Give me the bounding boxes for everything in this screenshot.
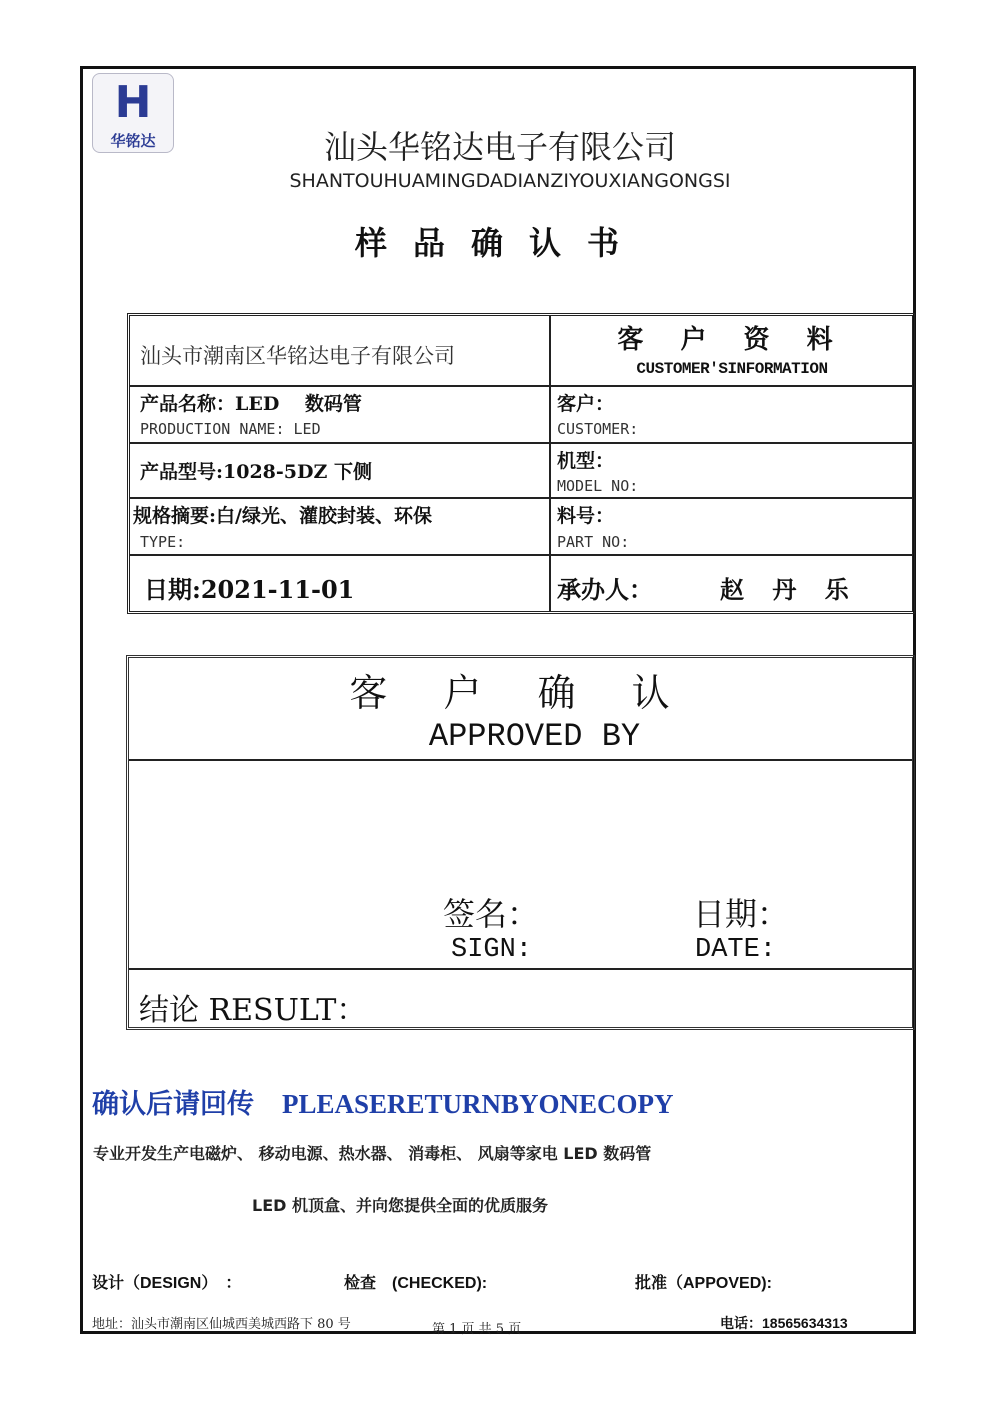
company-logo [92,73,174,153]
company-name-en: SHANTOUHUAMINGDADIANZIYOUXIANGONGSI [289,170,731,192]
product-model-label: 产品型号:1028-5DZ 下侧 [140,461,372,483]
spec-type-en: TYPE: [140,533,186,551]
result-label: 结论 RESULT： [139,993,367,1028]
spec-summary-label: 规格摘要:白/绿光、灌胶封装、环保 [133,505,432,527]
approval-box [126,655,915,1030]
table-divider [130,497,912,499]
machine-en: MODEL NO: [557,477,639,495]
approval-title-cn: 客 户 确 认 [349,671,692,715]
date-sign-label-en: DATE: [695,935,777,965]
sign-label: 签名： [443,895,540,933]
company-name-cn: 汕头华铭达电子有限公司 [323,128,676,166]
supplier-name: 汕头市潮南区华铭达电子有限公司 [140,344,455,368]
return-notice [92,1082,674,1121]
page-number: 第 1 页 共 5 页 [432,1322,522,1337]
table-divider [130,442,912,444]
customer-info-title: 客 户 资 料 [617,325,847,355]
service-line-2: LED 机顶盒、并向您提供全面的优质服务 [252,1196,548,1215]
customer-info-subtitle: CUSTOMER'SINFORMATION [636,360,828,378]
service-line-1: 专业开发生产电磁炉、 移动电源、热水器、 消毒柜、 风扇等家电 LED 数码管 [93,1144,652,1163]
approval-divider [129,968,912,970]
sign-label-en: SIGN: [451,935,533,965]
logo-letter: H [114,77,152,128]
return-notice-cn: 确认后请回传 [92,1089,254,1120]
document-title: 样品确认书 [354,224,645,262]
customer-label: 客户： [557,393,615,415]
address: 地址：汕头市潮南区仙城西美城西路下 80 号 [92,1317,351,1332]
product-name-label: 产品名称：LED 数码管 [140,393,362,415]
product-name-en: PRODUCTION NAME: LED [140,420,321,438]
phone-number: 电话：18565634313 [720,1315,848,1331]
approved-label: 批准（APPOVED): [635,1275,772,1292]
machine-label: 机型： [557,450,615,472]
date-sign-label: 日期： [693,895,790,933]
table-divider [130,385,912,387]
table-divider [130,554,912,556]
info-table [127,313,915,614]
approval-title-en: APPROVED BY [428,718,641,755]
return-notice-en: PLEASERETURNBYONECOPY [282,1089,674,1119]
part-no-en: PART NO: [557,533,630,551]
date-field: 日期:2021-11-01 [144,575,355,604]
part-no-label: 料号： [557,505,615,527]
design-label: 设计（DESIGN） ： [92,1275,242,1292]
customer-en: CUSTOMER: [557,420,639,438]
approval-divider [129,759,912,761]
handler-name: 赵 丹 乐 [720,575,859,604]
handler-label: 承办人： [557,575,653,604]
checked-label: 检查 (CHECKED): [344,1275,488,1292]
logo-text: 华铭达 [110,132,156,150]
